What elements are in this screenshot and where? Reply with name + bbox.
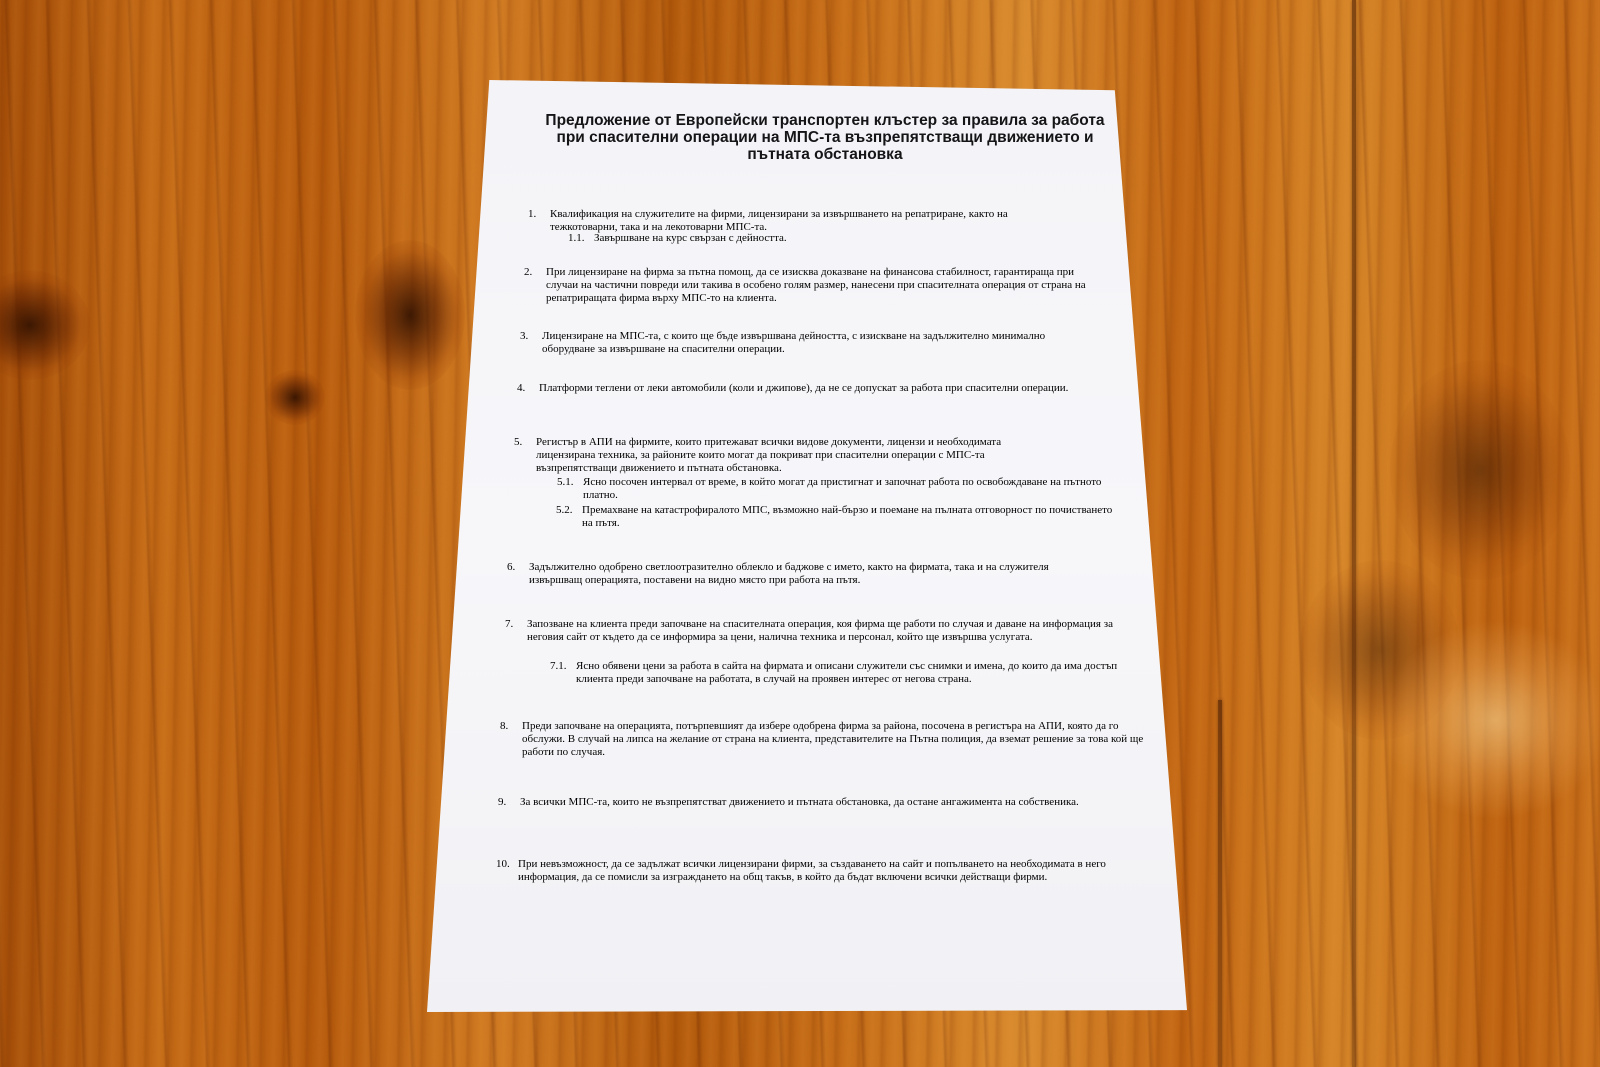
sub-list-item: [550, 660, 1140, 686]
item-number: 6.: [507, 561, 516, 573]
item-text: Завършване на курс свързан с дейността.: [594, 232, 787, 244]
item-number: 5.2.: [556, 504, 573, 516]
list-item: [507, 561, 1087, 587]
wood-knot: [265, 370, 325, 425]
wood-knot: [1390, 360, 1570, 580]
item-text: Запозване на клиента преди започване на спасителната операция, коя фирма ще работи по случая и даване на информация за неговия сайт от където да се информира за цени, налична техника и персонал, който ще извършва услугата.: [527, 618, 1113, 643]
item-number: 3.: [520, 330, 529, 342]
item-text: При невъзможност, да се задължат всички лицензирани фирми, за създаването на сайт и попълването на необходимата в него информация, да се помисли за изграждането на общ такъв, в който да бъдат включени всички действащи фирми.: [518, 858, 1106, 883]
item-text: При лицензиране на фирма за пътна помощ, да се изисква доказване на финансова стабилност, гарантираща при случаи на частични повреди или такива в особено голям размер, нанесени при спасителната операция от страна на репатриращата фирма върху МПС-то на клиента.: [546, 266, 1086, 304]
wood-knot: [355, 240, 465, 390]
wood-knot: [0, 270, 90, 380]
sub-list-item: [556, 504, 1121, 530]
item-number: 7.: [505, 618, 514, 630]
item-number: 2.: [524, 266, 533, 278]
item-number: 1.: [528, 208, 537, 220]
list-item: [520, 330, 1100, 356]
item-number: 9.: [498, 796, 507, 808]
document: [535, 112, 1135, 163]
sub-list-item: [568, 232, 868, 245]
list-item: [505, 618, 1120, 644]
item-text: Премахване на катастрофиралото МПС, възможно най-бързо и поемане на пълната отговорност по почистването на пътя.: [582, 504, 1113, 529]
sub-list-item: [557, 476, 1122, 502]
item-number: 8.: [500, 720, 509, 732]
list-item: [514, 436, 1059, 475]
light-glare: [1380, 620, 1600, 820]
list-item: [528, 208, 1038, 234]
item-number: 5.1.: [557, 476, 574, 488]
item-text: Квалификация на служителите на фирми, лицензирани за извършването на репатриране, както на тежкотоварни, така и на лекотоварни МПС-та.: [550, 208, 1008, 233]
item-text: Ясно обявени цени за работа в сайта на фирмата и описани служители със снимки и имена, до които да има достъп клиента преди започване на работата, в случай на проявен интерес от негова страна.: [576, 660, 1118, 685]
list-item: [517, 382, 1082, 395]
item-text: Регистър в АПИ на фирмите, които притежават всички видове документи, лицензи и необходимата лицензирана техника, за районите които могат да покриват при спасителни операции с МПС-та възпрепятстващи движението и пътната обстановка.: [536, 436, 1002, 474]
item-number: 7.1.: [550, 660, 567, 672]
item-text: Задължително одобрено светлоотразително облекло и баджове с името, както на фирмата, така и на служителя извършващ операцията, поставени на видно място при работа на пътя.: [529, 561, 1049, 586]
table-plank-seam: [1352, 0, 1356, 1067]
list-item: [524, 266, 1104, 305]
item-number: 10.: [496, 858, 510, 870]
table-plank-seam: [1218, 700, 1222, 1067]
item-number: 1.1.: [568, 232, 585, 244]
item-text: За всички МПС-та, които не възпрепятстват движението и пътната обстановка, да остане ангажимента на собственика.: [520, 796, 1079, 808]
list-item: [500, 720, 1145, 759]
item-text: Ясно посочен интервал от време, в който могат да пристигнат и започнат работа по освобождаване на пътното платно.: [583, 476, 1102, 501]
item-text: Лицензиране на МПС-та, с които ще бъде извършвана дейността, с изискване на задължително минимално оборудване за извършване на спасителни операции.: [542, 330, 1046, 355]
list-item: [498, 796, 1133, 809]
document-title: Предложение от Европейски транспортен клъстер за правила за работа при спасителни операции на МПС-та възпрепятстващи движението и пътната обстановка: [545, 112, 1105, 163]
item-number: 5.: [514, 436, 523, 448]
item-number: 4.: [517, 382, 526, 394]
item-text: Платформи теглени от леки автомобили (коли и джипове), да не се допускат за работа при спасителни операции.: [539, 382, 1069, 394]
item-text: Преди започване на операцията, потърпевшият да избере одобрена фирма за района, посочена в регистъра на АПИ, която да го обслужи. В случай на липса на желание от страна на клиента, представителите на Пътна полиция, да вземат решение за това кой ще работи по случая.: [522, 720, 1144, 758]
list-item: [496, 858, 1146, 884]
